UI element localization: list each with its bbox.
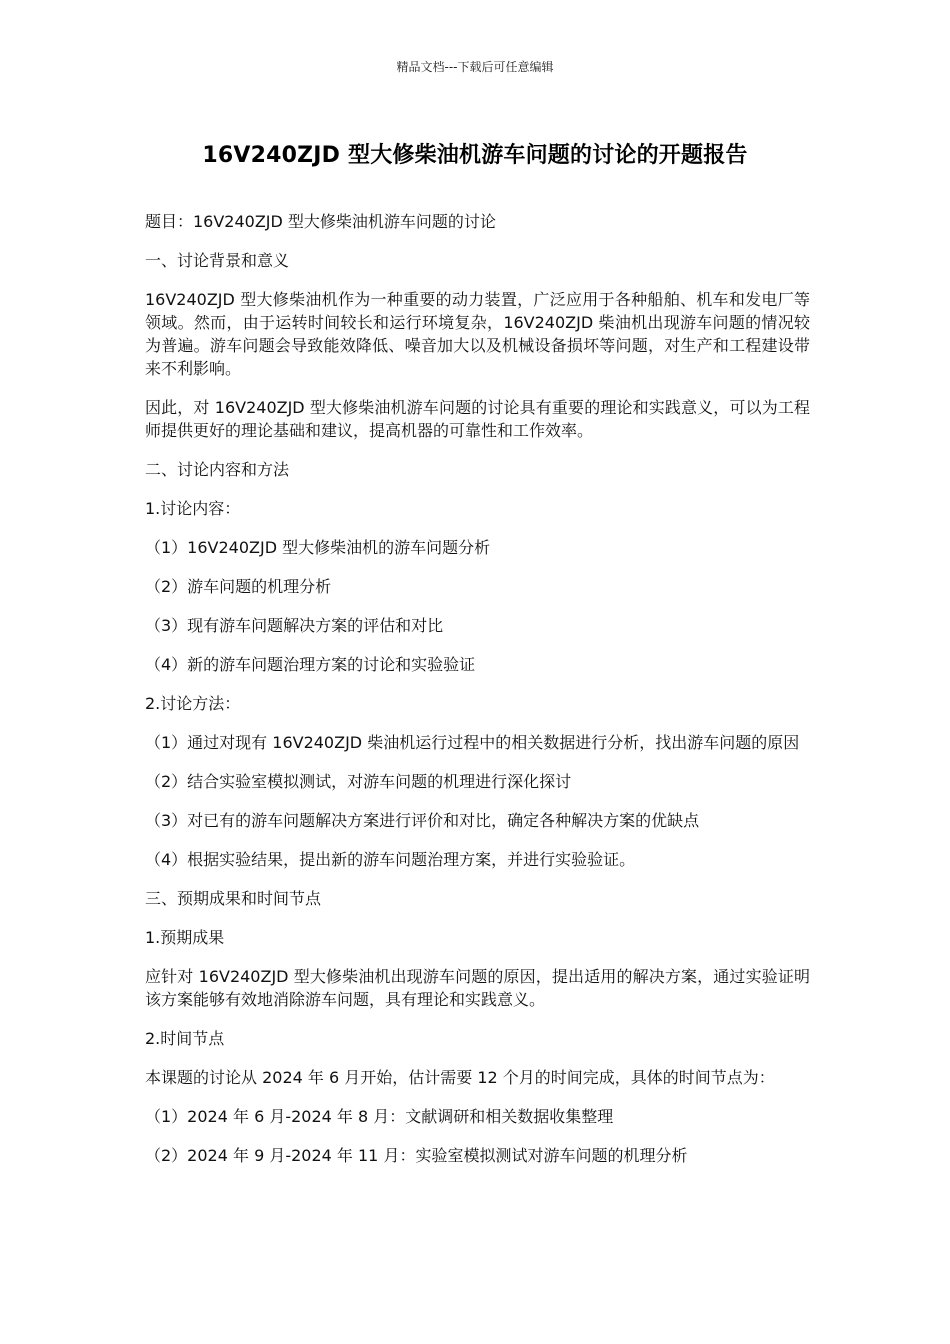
outcomes-paragraph: 应针对 16V240ZJD 型大修柴油机出现游车问题的原因，提出适用的解决方案，通过实验证明该方案能够有效地消除游车问题，具有理论和实践意义。 (145, 967, 810, 1009)
list-item: （3）对已有的游车问题解决方案进行评价和对比，确定各种解决方案的优缺点 (145, 811, 700, 830)
section-heading-outcomes: 三、预期成果和时间节点 (145, 889, 322, 908)
document-title: 16V240ZJD 型大修柴油机游车问题的讨论的开题报告 (202, 143, 748, 168)
list-item: （4）根据实验结果，提出新的游车问题治理方案，并进行实验验证。 (145, 850, 636, 869)
list-item: （1）通过对现有 16V240ZJD 柴油机运行过程中的相关数据进行分析，找出游车问题的原因 (145, 733, 800, 752)
timeline-intro: 本课题的讨论从 2024 年 6 月开始，估计需要 12 个月的时间完成，具体的时间节点为： (145, 1068, 775, 1087)
subheading-content: 1.讨论内容： (145, 499, 241, 518)
background-paragraph: 16V240ZJD 型大修柴油机作为一种重要的动力装置，广泛应用于各种船舶、机车和发电厂等领域。然而，由于运转时间较长和运行环境复杂，16V240ZJD 柴油机出现游车问题的情况较为普遍。游车问题会导致能效降低、噪音加大以及机械设备损坏等问题，对生产和工程建设带来不利影响。 (145, 290, 810, 378)
list-item: （2）游车问题的机理分析 (145, 577, 332, 596)
header-note: 精品文档---下载后可任意编辑 (396, 60, 554, 74)
timeline-item: （1）2024 年 6 月-2024 年 8 月：文献调研和相关数据收集整理 (145, 1107, 614, 1126)
subheading-method: 2.讨论方法： (145, 694, 241, 713)
list-item: （2）结合实验室模拟测试，对游车问题的机理进行深化探讨 (145, 772, 572, 791)
subheading-outcomes: 1.预期成果 (145, 928, 225, 947)
section-heading-background: 一、讨论背景和意义 (145, 251, 290, 270)
subheading-timeline: 2.时间节点 (145, 1029, 225, 1048)
significance-paragraph: 因此，对 16V240ZJD 型大修柴油机游车问题的讨论具有重要的理论和实践意义，可以为工程师提供更好的理论基础和建议，提高机器的可靠性和工作效率。 (145, 398, 810, 440)
list-item: （4）新的游车问题治理方案的讨论和实验验证 (145, 655, 476, 674)
list-item: （3）现有游车问题解决方案的评估和对比 (145, 616, 444, 635)
topic-line: 题目：16V240ZJD 型大修柴油机游车问题的讨论 (145, 212, 496, 231)
document-body (145, 210, 810, 1183)
list-item: （1）16V240ZJD 型大修柴油机的游车问题分析 (145, 538, 491, 557)
timeline-item: （2）2024 年 9 月-2024 年 11 月：实验室模拟测试对游车问题的机理分析 (145, 1146, 688, 1165)
section-heading-content-method: 二、讨论内容和方法 (145, 460, 290, 479)
